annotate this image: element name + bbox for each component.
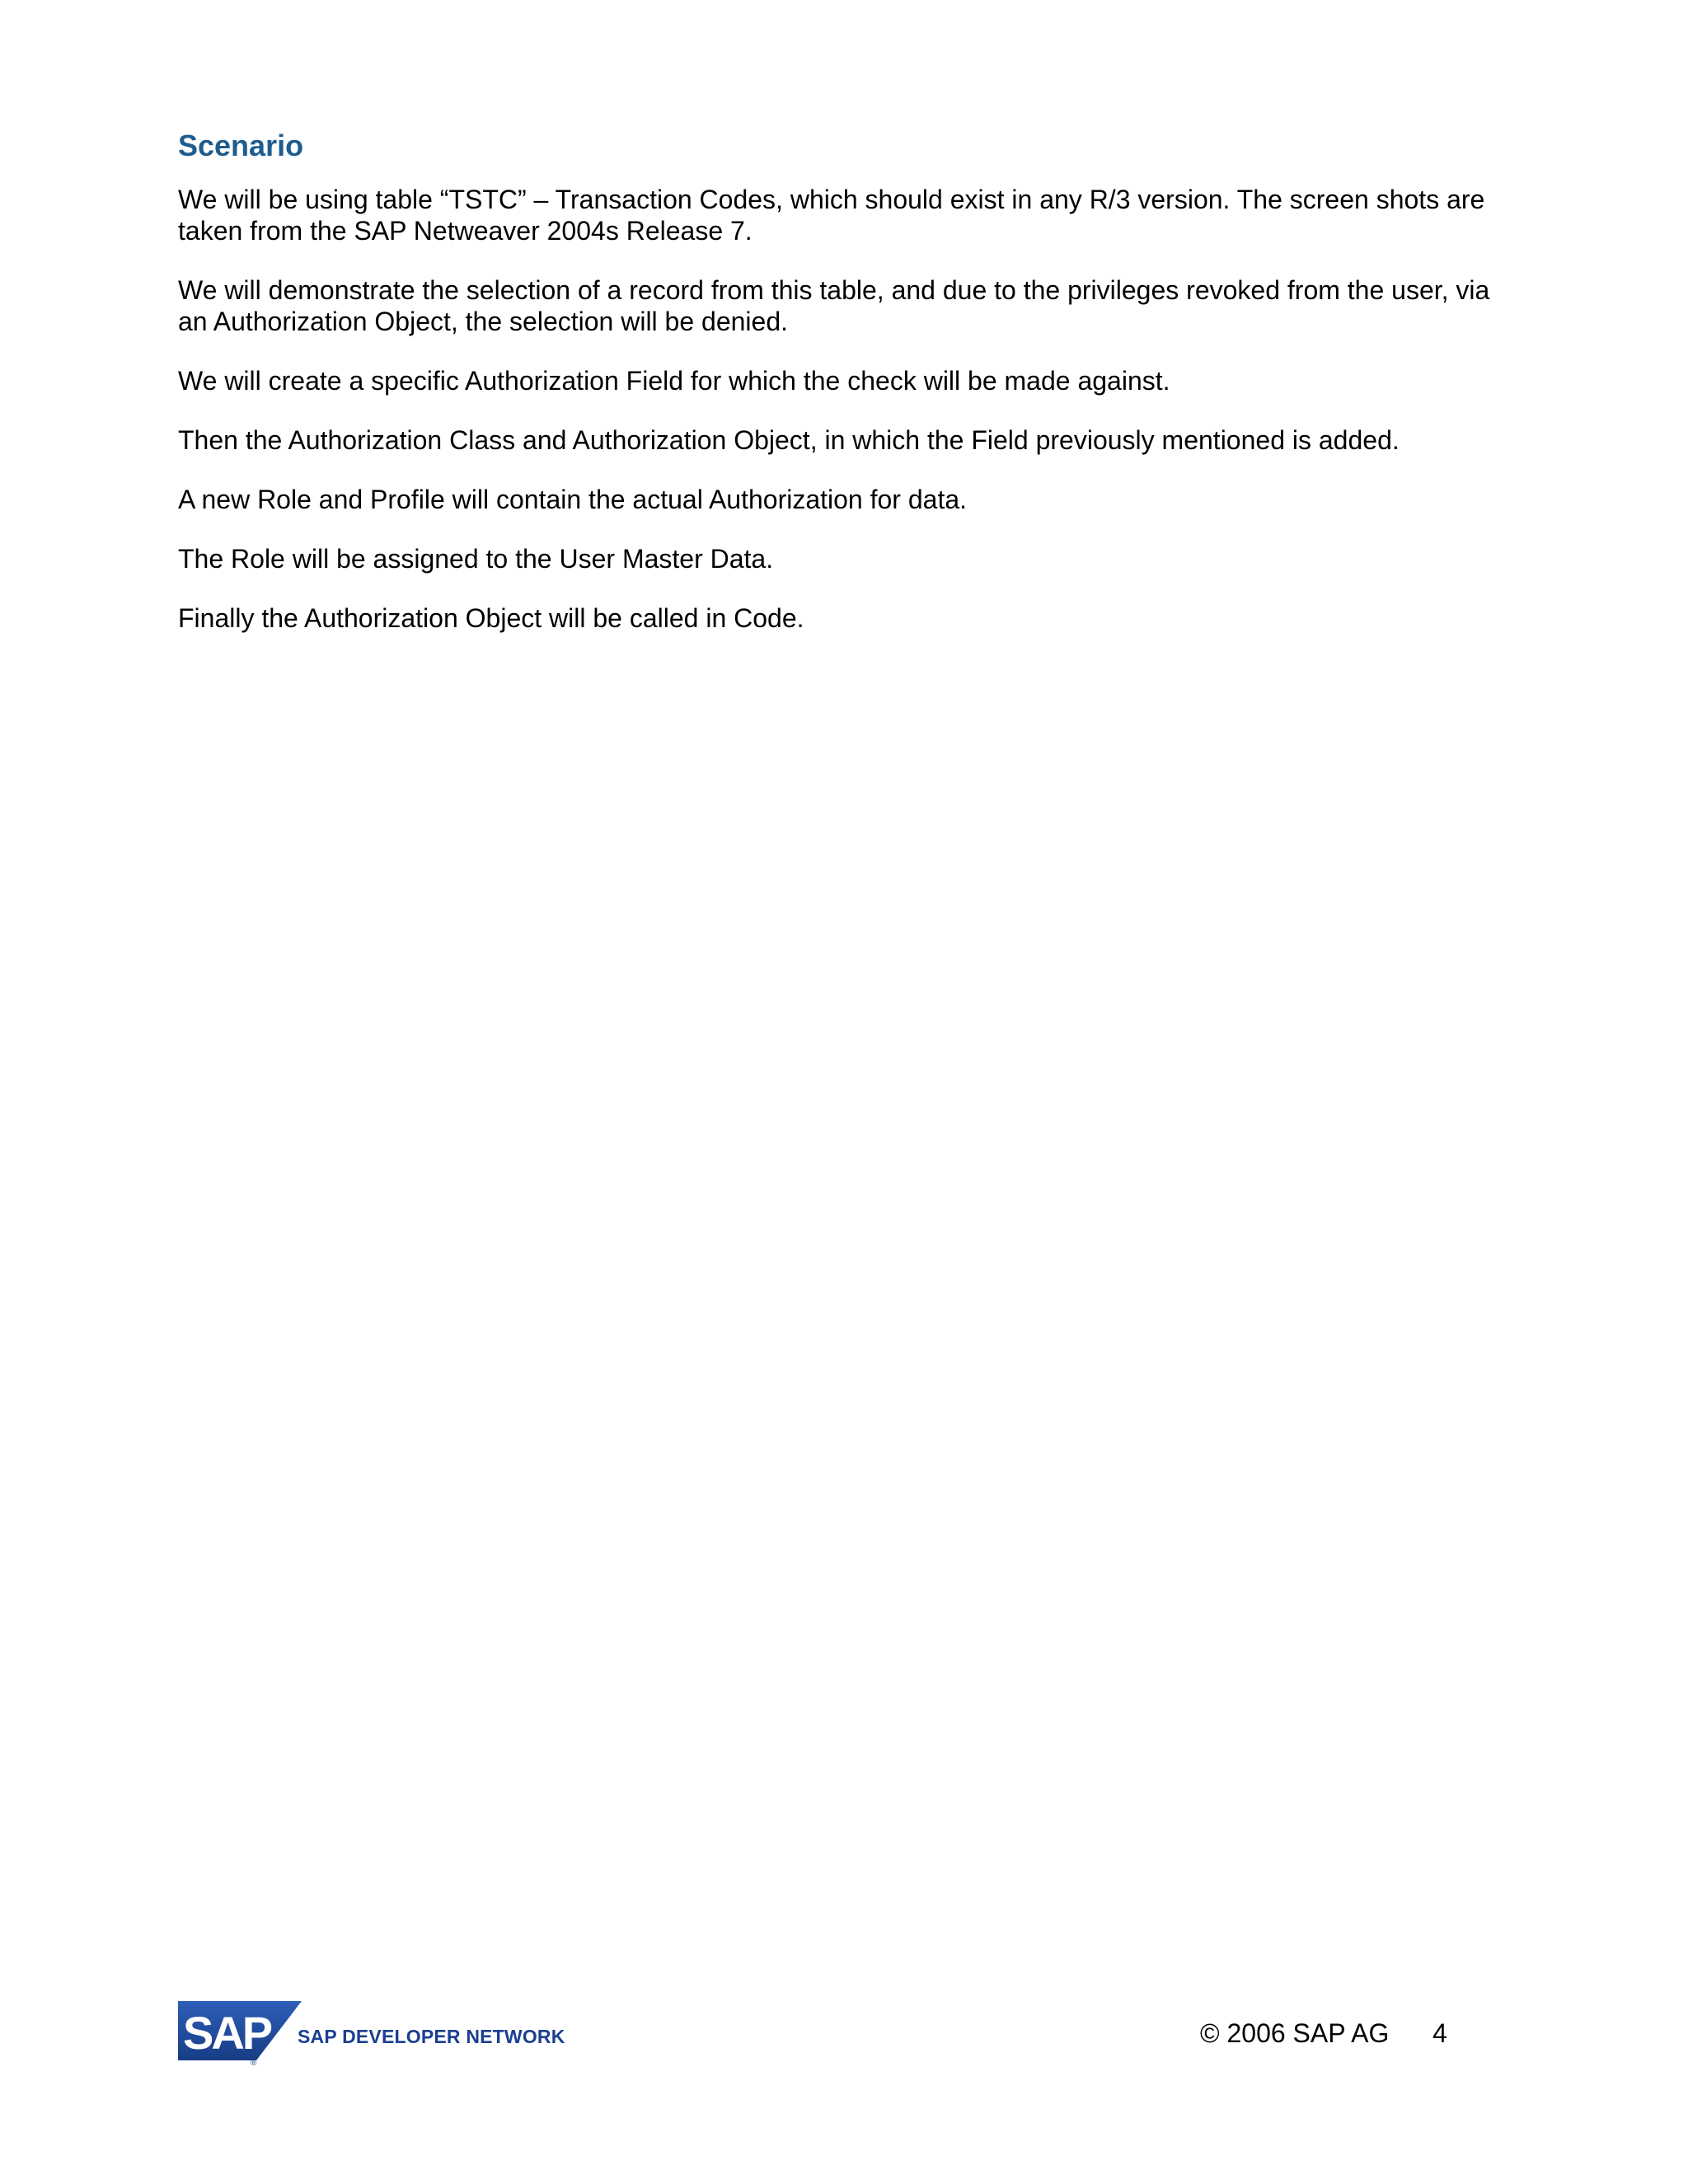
paragraph-2: We will demonstrate the selection of a record from this table, and due to the privileges revoked from the user, via an Authorization Object, the selection will be denied. (178, 275, 1490, 336)
sap-logo (178, 2001, 565, 2067)
paragraph-5: A new Role and Profile will contain the actual Authorization for data. (178, 485, 968, 514)
paragraph-1: We will be using table “TSTC” – Transaction Codes, which should exist in any R/3 version. The screen shots are taken from the SAP Netweaver 2004s Release 7. (178, 185, 1485, 246)
paragraph-6: The Role will be assigned to the User Master Data. (178, 544, 774, 574)
paragraph-4: Then the Authorization Class and Authorization Object, in which the Field previously mentioned is added. (178, 425, 1400, 455)
copyright-notice: © 2006 SAP AG (1200, 2018, 1390, 2048)
page-footer (178, 2001, 1505, 2067)
paragraph-3: We will create a specific Authorization Field for which the check will be made against. (178, 366, 1170, 396)
page-number: 4 (1432, 2018, 1447, 2048)
section-heading: Scenario (178, 129, 304, 162)
sap-developer-network-label: SAP DEVELOPER NETWORK (298, 2026, 565, 2047)
main-content (178, 128, 1505, 662)
sap-logo-text: SAP (183, 2007, 271, 2059)
svg-text:®: ® (251, 2059, 257, 2067)
paragraph-7: Finally the Authorization Object will be called in Code. (178, 603, 804, 633)
